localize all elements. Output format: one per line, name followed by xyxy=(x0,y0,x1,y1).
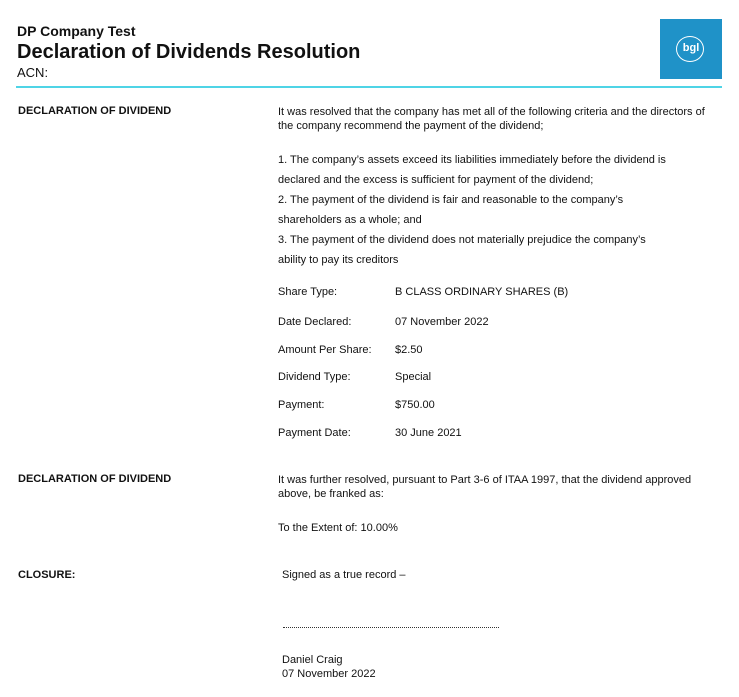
signature-date: 07 November 2022 xyxy=(282,668,376,680)
date-declared-value: 07 November 2022 xyxy=(395,316,489,328)
amount-per-share-label: Amount Per Share: xyxy=(278,344,372,356)
bgl-logo xyxy=(660,19,722,79)
date-declared-label: Date Declared: xyxy=(278,316,352,328)
header-divider xyxy=(16,86,722,88)
dividend-type-value: Special xyxy=(395,371,432,383)
closure-heading: CLOSURE: xyxy=(18,569,76,581)
criteria-line: 2. The payment of the dividend is fair and reasonable to the company’s xyxy=(278,194,624,206)
criteria-line: declared and the excess is sufficient for payment of the dividend; xyxy=(278,174,594,186)
payment-label: Payment: xyxy=(278,399,325,411)
acn-label: ACN: xyxy=(17,65,49,80)
amount-per-share-value: $2.50 xyxy=(395,344,423,356)
section-2-intro: It was further resolved, pursuant to Part 3-6 of ITAA 1997, that the dividend approved above, be franked as: xyxy=(278,474,692,500)
payment-value: $750.00 xyxy=(395,399,435,411)
company-name: DP Company Test xyxy=(17,23,136,39)
franking-extent: To the Extent of: 10.00% xyxy=(278,522,398,534)
dividend-type-label: Dividend Type: xyxy=(278,371,351,383)
logo-text: bgl xyxy=(682,42,700,54)
section-1-intro: It was resolved that the company has met all of the following criteria and the directors of the company recommend the payment of the dividend; xyxy=(278,106,705,132)
criteria-line: 3. The payment of the dividend does not materially prejudice the company’s xyxy=(278,234,646,246)
criteria-line: shareholders as a whole; and xyxy=(278,214,422,226)
criteria-line: 1. The company’s assets exceed its liabilities immediately before the dividend is xyxy=(278,154,666,166)
payment-date-label: Payment Date: xyxy=(278,427,351,439)
payment-date-value: 30 June 2021 xyxy=(395,427,462,439)
signed-statement: Signed as a true record – xyxy=(282,569,406,581)
document-title: Declaration of Dividends Resolution xyxy=(17,41,361,63)
signature-line xyxy=(283,627,499,628)
signatory-name: Daniel Craig xyxy=(282,654,343,666)
criteria-line: ability to pay its creditors xyxy=(278,254,399,266)
section-heading-declaration-2: DECLARATION OF DIVIDEND xyxy=(18,473,172,485)
share-type-value: B CLASS ORDINARY SHARES (B) xyxy=(395,286,569,298)
share-type-label: Share Type: xyxy=(278,286,338,298)
section-heading-declaration-1: DECLARATION OF DIVIDEND xyxy=(18,105,172,117)
